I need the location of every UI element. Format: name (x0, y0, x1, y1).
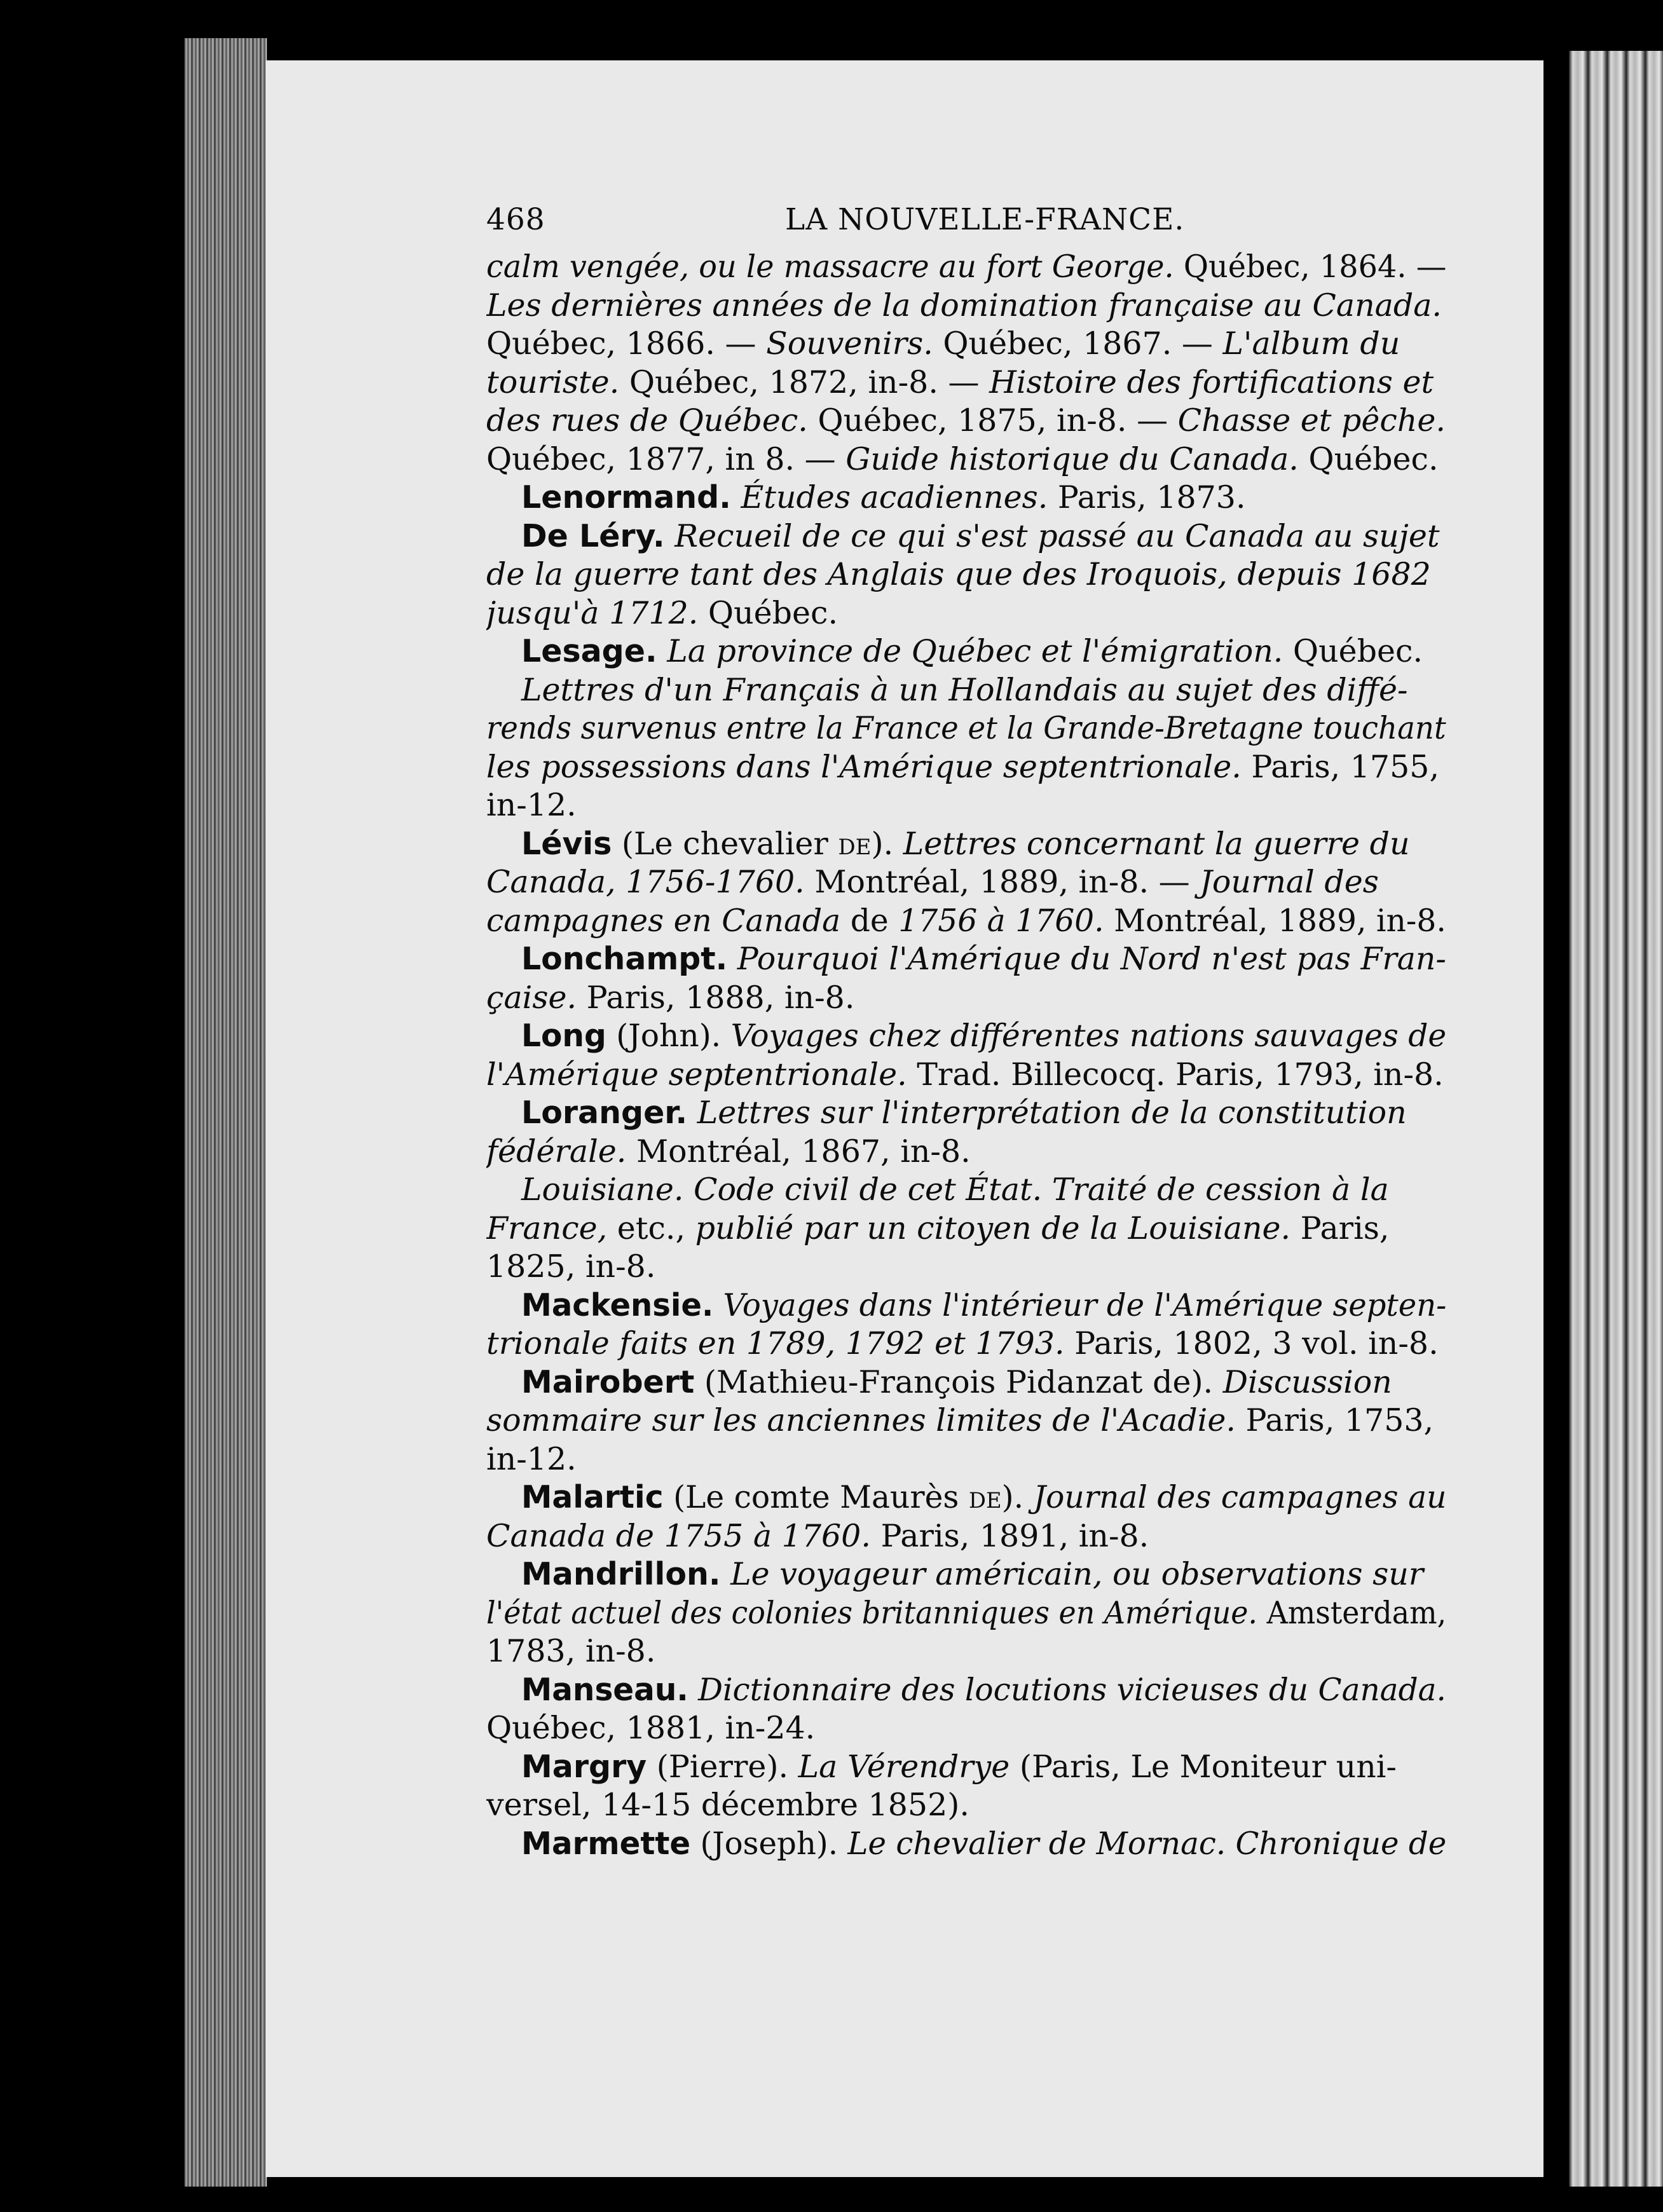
page-number: 468 (486, 202, 545, 237)
italic-text: l'Amérique septentrionale. (486, 1056, 907, 1093)
italic-text: de la guerre tant des Anglais que des Iroquois, depuis 1682 (486, 556, 1431, 592)
text-segment: 1783, in-8. (486, 1633, 656, 1669)
text-line (486, 248, 1446, 287)
entry-author: Lenormand. (521, 479, 731, 515)
text-segment: Québec. (1298, 440, 1439, 477)
text-line (486, 1248, 1446, 1287)
entry-author: Lonchampt. (521, 941, 728, 977)
text-line (486, 1017, 1446, 1056)
text-line (486, 325, 1446, 364)
facing-page-edge (1569, 51, 1663, 2187)
text-segment: Québec, 1872, in-8. — (619, 364, 990, 400)
italic-text: publié par un citoyen de la Louisiane. (695, 1210, 1291, 1246)
text-segment: (Pierre). (647, 1748, 798, 1785)
text-line (486, 1594, 1446, 1633)
text-segment: etc., (607, 1210, 695, 1246)
text-segment: Québec, 1881, in-24. (486, 1710, 816, 1746)
italic-text: Histoire des fortifications et (989, 364, 1434, 400)
text-line (486, 979, 1446, 1018)
text-segment: de (840, 902, 899, 939)
text-line (486, 1287, 1446, 1325)
text-line (486, 1440, 1446, 1479)
italic-text: Les dernières années de la domination française au Canada. (486, 287, 1442, 324)
text-segment: ). (1001, 1479, 1034, 1515)
italic-text: Journal des campagnes au (1033, 1479, 1446, 1515)
entry-author: De Léry. (521, 517, 665, 554)
text-line (486, 748, 1446, 787)
text-segment: Amsterdam, (1257, 1594, 1446, 1631)
text-segment: Paris, 1891, in-8. (870, 1517, 1149, 1554)
italic-text: Canada de 1755 à 1760. (486, 1517, 871, 1554)
text-segment: Paris, (1290, 1210, 1390, 1246)
text-line (486, 863, 1446, 902)
text-line (486, 1517, 1446, 1556)
text-line (486, 517, 1446, 556)
text-line (486, 1671, 1446, 1710)
text-segment: (Mathieu-François Pidanzat de). (694, 1363, 1223, 1400)
italic-text: calm vengée, ou le massacre au fort George. (486, 249, 1174, 285)
italic-text: campagnes en Canada (486, 902, 841, 939)
text-line (486, 1555, 1446, 1594)
italic-text: l'état actuel des colonies britanniques en Amérique. (486, 1594, 1258, 1631)
italic-text: La Vérendrye (798, 1748, 1010, 1785)
entry-author: Margry (521, 1748, 647, 1785)
text-segment: (Joseph). (690, 1825, 848, 1862)
text-line (486, 1325, 1446, 1363)
text-line (486, 1210, 1446, 1248)
text-segment (721, 1556, 731, 1592)
italic-text: 1756 à 1760. (898, 902, 1104, 939)
italic-text: fédérale. (486, 1133, 627, 1170)
italic-text: France, (486, 1210, 608, 1246)
text-line (486, 594, 1446, 633)
text-line (486, 1363, 1446, 1402)
text-segment: in-12. (486, 1440, 577, 1477)
text-line (486, 671, 1446, 710)
italic-text: Le voyageur américain, ou observations sur (730, 1556, 1424, 1592)
text-segment: Québec. (1283, 633, 1423, 669)
text-segment: Québec, 1867. — (933, 325, 1223, 362)
text-line (486, 1748, 1446, 1787)
italic-text: L'album du (1222, 325, 1400, 362)
text-segment: Paris, 1873. (1048, 479, 1246, 515)
text-segment: Paris, 1755, (1241, 748, 1440, 785)
text-line (486, 825, 1446, 864)
italic-text: çaise. (486, 979, 577, 1016)
italic-text: Recueil de ce qui s'est passé au Canada au sujet (674, 517, 1440, 554)
text-line (486, 632, 1446, 671)
entry-author: Malartic (521, 1479, 664, 1515)
text-segment: Québec, 1866. — (486, 325, 767, 362)
text-segment: ). (871, 825, 903, 862)
italic-text: Dictionnaire des locutions vicieuses du Canada. (698, 1671, 1446, 1708)
italic-text: La province de Québec et l'émigration. (667, 633, 1283, 669)
text-line (486, 902, 1446, 941)
text-segment (687, 1095, 697, 1131)
italic-text: les possessions dans l'Amérique septentrionale. (486, 748, 1242, 785)
text-line (486, 479, 1446, 517)
entry-author: Marmette (521, 1825, 691, 1862)
entry-author: Lesage. (521, 633, 657, 669)
text-segment: versel, 14-15 décembre 1852). (486, 1787, 969, 1823)
text-line (486, 1825, 1446, 1864)
text-segment: (Paris, Le Moniteur uni- (1009, 1748, 1397, 1785)
italic-text: Voyages dans l'intérieur de l'Amérique septen- (723, 1287, 1446, 1323)
italic-text: Canada, 1756-1760. (486, 864, 805, 900)
text-lines (486, 248, 1446, 1863)
text-line (486, 1094, 1446, 1133)
italic-text: Lettres concernant la guerre du (903, 825, 1410, 862)
entry-author: Manseau. (521, 1671, 688, 1708)
running-header (486, 202, 1446, 248)
text-segment: Paris, 1802, 3 vol. in-8. (1064, 1325, 1439, 1362)
text-segment (657, 633, 667, 669)
text-segment (727, 941, 737, 977)
text-line (486, 1402, 1446, 1440)
italic-text: Louisiane. Code civil de cet État. Traité de cession à la (521, 1171, 1389, 1208)
bibliography-text (486, 202, 1446, 1863)
entry-author: Lévis (521, 825, 612, 862)
entry-author: Mackensie. (521, 1287, 714, 1323)
italic-text: Lettres d'un Français à un Hollandais au sujet des diffé- (521, 671, 1408, 708)
text-segment: 1825, in-8. (486, 1248, 656, 1285)
italic-text: des rues de Québec. (486, 402, 808, 439)
text-line (486, 1632, 1446, 1671)
text-line (486, 1478, 1446, 1517)
page-stack-edge (184, 38, 267, 2187)
entry-author: Loranger. (521, 1095, 688, 1131)
text-segment: (Le chevalier (612, 825, 838, 862)
italic-text: Discussion (1222, 1363, 1392, 1400)
text-line (486, 1171, 1446, 1210)
italic-text: Pourquoi l'Amérique du Nord n'est pas Fran- (737, 941, 1446, 977)
text-segment: in-12. (486, 787, 577, 823)
text-line (486, 402, 1446, 440)
italic-text: Voyages chez différentes nations sauvages de (730, 1018, 1446, 1054)
text-segment: Paris, 1888, in-8. (577, 979, 855, 1016)
text-line (486, 709, 1446, 748)
text-line (486, 364, 1446, 402)
entry-author: Long (521, 1018, 606, 1054)
text-segment (665, 518, 675, 554)
text-segment: Québec, 1877, in 8. — (486, 440, 846, 477)
text-segment: (John). (606, 1018, 731, 1054)
text-segment: Québec. (698, 594, 838, 631)
text-segment: Montréal, 1889, in-8. (1104, 902, 1446, 939)
entry-author: Mandrillon. (521, 1556, 721, 1592)
italic-text: Lettres sur l'interprétation de la constitution (697, 1095, 1407, 1131)
italic-text: Le chevalier de Mornac. Chronique de (847, 1825, 1446, 1862)
text-line (486, 1709, 1446, 1748)
italic-text: rends survenus entre la France et la Grande-Bretagne touchant (486, 710, 1446, 746)
italic-text: sommaire sur les anciennes limites de l'Acadie. (486, 1402, 1236, 1438)
entry-author: Mairobert (521, 1363, 695, 1400)
italic-text: Journal des (1200, 864, 1379, 900)
italic-text: jusqu'à 1712. (486, 594, 699, 631)
text-segment: Québec, 1875, in-8. — (807, 402, 1178, 439)
italic-text: Chasse et pêche. (1177, 402, 1446, 439)
text-segment: Trad. Billecocq. Paris, 1793, in-8. (907, 1056, 1444, 1093)
running-title: LA NOUVELLE-FRANCE. (785, 202, 1185, 237)
text-segment: (Le comte Maurès (663, 1479, 969, 1515)
text-segment (688, 1672, 698, 1708)
text-segment (731, 479, 741, 515)
italic-text: touriste. (486, 364, 620, 400)
text-segment: de (968, 1479, 1002, 1515)
text-segment: Paris, 1753, (1235, 1402, 1434, 1438)
italic-text: trionale faits en 1789, 1792 et 1793. (486, 1325, 1065, 1362)
text-segment: Montréal, 1867, in-8. (626, 1133, 971, 1170)
text-segment: Québec, 1864. — (1174, 249, 1446, 285)
text-segment (713, 1287, 723, 1323)
italic-text: Études acadiennes. (741, 479, 1048, 515)
text-line (486, 1786, 1446, 1825)
text-line (486, 556, 1446, 594)
text-line (486, 440, 1446, 479)
text-segment: Montréal, 1889, in-8. — (804, 864, 1200, 900)
italic-text: Souvenirs. (766, 325, 933, 362)
text-line (486, 940, 1446, 979)
text-line (486, 786, 1446, 825)
text-line (486, 287, 1446, 325)
text-line (486, 1056, 1446, 1095)
italic-text: Guide historique du Canada. (845, 440, 1299, 477)
text-segment: de (838, 825, 872, 862)
text-line (486, 1133, 1446, 1171)
